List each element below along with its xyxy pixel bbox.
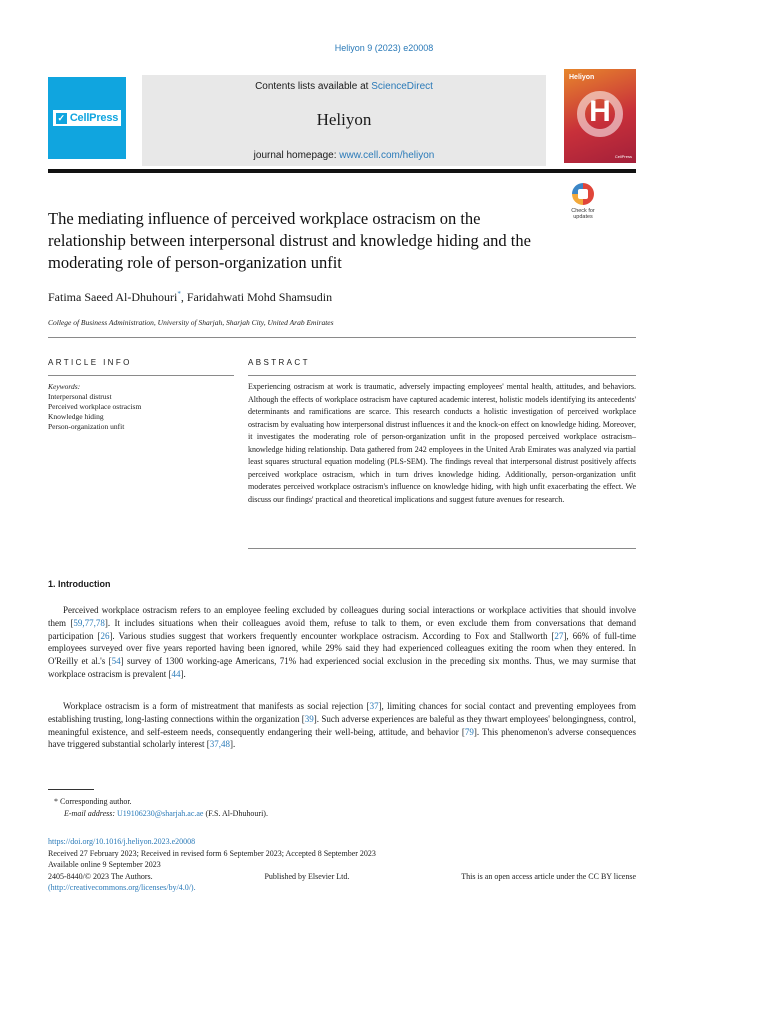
author-list [48,290,608,305]
check-updates-label: Check for updates [571,208,595,220]
citation-link[interactable]: 54 [111,656,121,667]
footnote-divider [48,789,94,790]
citation-link[interactable]: 26 [100,630,110,641]
author-email-link[interactable]: U19106230@sharjah.ac.ae [117,809,204,818]
citation-link[interactable]: 44 [171,668,181,679]
journal-citation-link[interactable]: Heliyon 9 (2023) e20008 [334,43,434,53]
abstract-text: Experiencing ostracism at work is traumatic, adversely impacting employees' mental health, attitudes, and behaviors. Although the effects of workplace ostracism have captured academic interest, holistic models identifying its antecedents' determinants and ramifications are scarce. This research conducts a holistic investigation of perceived workplace ostracism by evaluating how interpersonal distrust influences it and the knock-on effect on knowledge hiding. Moreover, it investigates the moderating role of person-organization unfit in the proposed perceived workplace ostracism–knowledge hiding relationship. Data gathered from 242 employees in the United Arab Emirates was analyzed via partial least squares structural equation modeling (PLS-SEM). The findings reveal that interpersonal distrust positively affects perceived workplace ostracism, which in turn drives knowledge hiding. Additionally, person-organization unfit moderates perceived workplace ostracism's influence on knowledge hiding, with high unfit exacerbating the effect. We discuss our findings' practical and theoretical implications and suggest future avenues for research. [248,382,636,504]
citation-link[interactable]: 59,77,78 [73,617,105,628]
publisher-text: Published by Elsevier Ltd. [264,871,350,881]
article-title: The mediating influence of perceived workplace ostracism on the relationship between interpersonal distrust and knowledge hiding and the moderating role of person-organization unfit [48,209,531,272]
citation-link[interactable]: 37 [369,701,379,711]
article-info-divider [48,375,234,376]
citation-link[interactable]: 27 [554,630,564,641]
journal-name: Heliyon [316,110,372,129]
introduction-paragraph: Perceived workplace ostracism refers to an employee feeling excluded by colleagues during social interactions or workplace activities that should involve them [59,77,78]. It includes situations when their colleagues avoid them, refuse to talk to them, or even exclude them from conversations that demand participation [26]. Various studies suggest that workers frequently encounter workplace ostracism. According to Fox and Stallworth [27], 66% of full-time employees surveyed over five years reported having been ignored, while 29% said they had experienced colleagues exiting the room when they entered. In O'Reilly et al.'s [54] survey of 1300 working-age Americans, 71% had experienced social exclusion in the preceding six months. Thus, we may surmise that workplace ostracism is prevalent [44]. [48,605,637,679]
homepage-line [142,150,546,161]
article-history [48,836,636,894]
keyword-item: Knowledge hiding [48,412,104,421]
journal-header [48,69,636,170]
license-text: This is an open access article under the CC BY license [461,871,636,881]
keywords-label: Keywords: [48,382,81,391]
contents-prefix: Contents lists available at [255,81,372,92]
journal-cover-image[interactable] [564,69,636,163]
citation-link[interactable]: 79 [464,726,474,737]
author-separator: , [180,290,187,304]
section-divider [48,337,636,338]
introduction-paragraph: Workplace ostracism is a form of mistreatment that manifests as social rejection [37], limiting chances for social contact and preventing employees from establishing trusting, long-lasting connections within the organization [39]. Such adverse experiences are baleful as they thwart employees' belongingness, control, meaningful existence, and self-esteem needs, consequently endangering their well-being, attitude, and behavior [79]. This phenomenon's adverse consequences have triggered substantial scholarly interest [37,48]. [48,701,637,750]
abstract-heading: ABSTRACT [248,358,310,367]
received-dates: Received 27 February 2023; Received in revised form 6 September 2023; Accepted 8 September 2023 [48,848,376,858]
cover-letter: H [589,95,611,128]
journal-homepage-link[interactable]: www.cell.com/heliyon [339,150,435,161]
license-link[interactable]: (http://creativecommons.org/licenses/by/4.0/). [48,883,196,892]
author-name: Faridahwati Mohd Shamsudin [186,290,333,304]
author-name: Fatima Saeed Al-Dhuhouri [48,290,178,304]
cellpress-mark-icon: ✓ [57,112,66,123]
email-note [48,808,636,819]
license-line [48,871,636,883]
journal-info-box [142,73,546,166]
keyword-item: Perceived workplace ostracism [48,402,142,411]
keyword-item: Interpersonal distrust [48,392,112,401]
available-online-date: Available online 9 September 2023 [48,860,161,869]
corresponding-author-note: * Corresponding author. [54,797,132,806]
keywords-block [48,382,234,432]
email-label: E-mail address: [64,809,116,818]
cellpress-logo-text: CellPress [69,112,119,124]
corresponding-author-marker[interactable]: * [177,290,181,298]
citation-link[interactable]: 39 [304,713,314,724]
abstract-divider [248,375,636,376]
homepage-prefix: journal homepage: [253,150,340,161]
cover-footer: CellPress [614,154,632,159]
introduction-heading: 1. Introduction [48,579,111,589]
citation-link[interactable]: 37,48 [209,739,230,750]
email-suffix: (F.S. Al-Dhuhouri). [203,809,268,818]
cellpress-logo-badge [53,110,121,126]
article-info-heading: ARTICLE INFO [48,358,132,367]
cellpress-logo[interactable] [48,77,126,159]
contents-line [142,81,546,92]
cover-title: Heliyon [569,74,595,81]
sciencedirect-link[interactable]: ScienceDirect [371,81,433,92]
header-divider [48,169,636,173]
author-affiliation: College of Business Administration, University of Sharjah, Sharjah City, United Arab Emirates [48,318,334,327]
abstract-end-divider [248,548,636,549]
keyword-item: Person-organization unfit [48,422,125,431]
doi-link[interactable]: https://doi.org/10.1016/j.heliyon.2023.e20008 [48,837,196,846]
check-for-updates-button[interactable] [563,183,603,227]
check-updates-icon [572,183,594,205]
copyright-text: 2405-8440/© 2023 The Authors. [48,871,153,881]
